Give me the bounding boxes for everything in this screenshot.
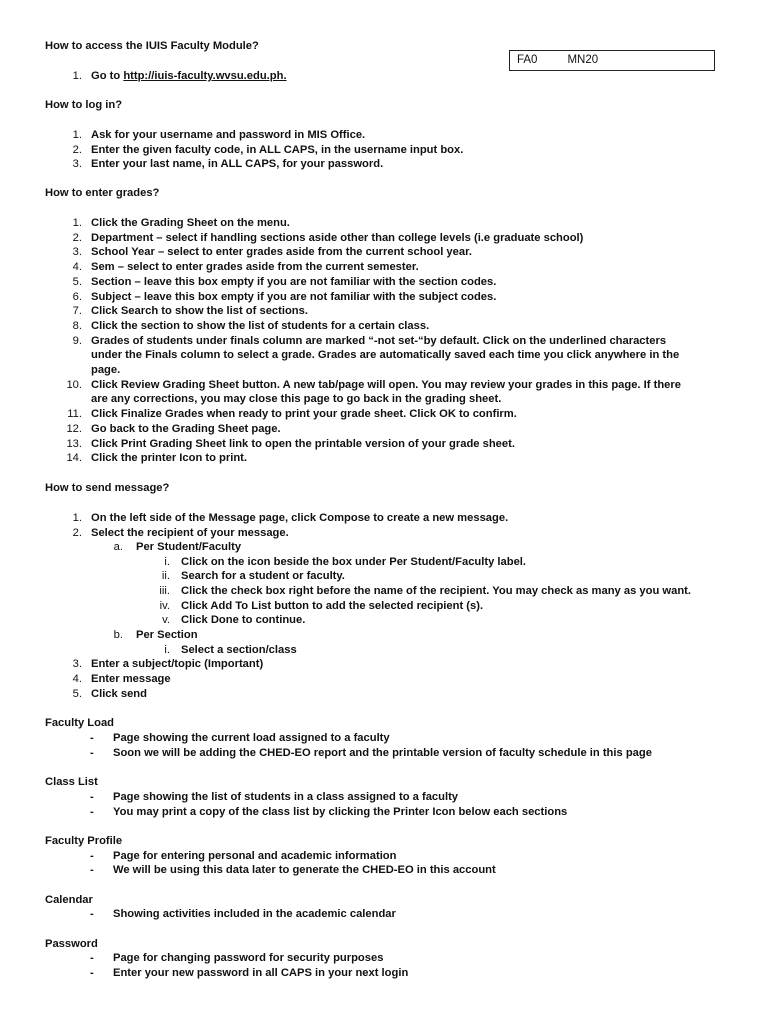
list-letter: a.: [113, 541, 123, 553]
list-number: 1.: [72, 512, 82, 524]
list-item-line: are any corrections, you may close this page to go back in the grading sheet.: [91, 393, 502, 406]
list-number: 9.: [72, 334, 82, 347]
list-number: 2.: [72, 527, 82, 539]
list-number: 6.: [72, 290, 82, 303]
list-item: Enter message: [91, 673, 171, 685]
heading-password: Password: [45, 938, 98, 950]
list-item: Click Add To List button to add the selected recipient (s).: [181, 600, 484, 612]
list-roman: i.: [164, 556, 170, 568]
list-roman: v.: [162, 614, 170, 626]
list-item-line: Section – leave this box empty if you are not familiar with the section codes.: [91, 275, 497, 288]
list-item: Select a section/class: [181, 644, 297, 656]
list-item: Enter your new password in all CAPS in your next login: [113, 967, 409, 979]
heading-calendar: Calendar: [45, 894, 93, 906]
bullet-dash: -: [90, 952, 94, 964]
heading-faculty-profile: Faculty Profile: [45, 835, 123, 847]
list-item-line: School Year – select to enter grades aside from the current school year.: [91, 246, 472, 259]
list-item: Page showing the current load assigned to a faculty: [113, 732, 390, 744]
bullet-dash: -: [90, 864, 94, 876]
list-number: 4.: [72, 673, 82, 685]
heading-class-list: Class List: [45, 776, 98, 788]
list-item-line: Sem – select to enter grades aside from the current semester.: [91, 261, 419, 274]
list-item: Ask for your username and password in MIS Office.: [91, 129, 366, 141]
list-item: Go to http://iuis-faculty.wvsu.edu.ph.: [91, 70, 287, 82]
list-item: Per Student/Faculty: [136, 541, 242, 553]
list-number: 1.: [72, 129, 82, 141]
list-number: 4.: [72, 261, 82, 274]
list-item-line: Click the Grading Sheet on the menu.: [91, 217, 290, 229]
heading-faculty-load: Faculty Load: [45, 717, 114, 729]
list-roman: i.: [164, 644, 170, 656]
bullet-dash: -: [90, 806, 94, 818]
list-number: 8.: [72, 319, 82, 332]
bullet-dash: -: [90, 850, 94, 862]
list-item: Select the recipient of your message.: [91, 527, 289, 539]
list-item: You may print a copy of the class list by clicking the Printer Icon below each sections: [113, 806, 568, 818]
list-item: Enter the given faculty code, in ALL CAPS, in the username input box.: [91, 144, 464, 156]
list-item: On the left side of the Message page, click Compose to create a new message.: [91, 512, 509, 524]
heading-grades: How to enter grades?: [45, 187, 160, 199]
bullet-dash: -: [90, 967, 94, 979]
list-item: Soon we will be adding the CHED-EO report and the printable version of faculty schedule in this page: [113, 747, 652, 759]
list-number: 14.: [66, 452, 82, 465]
list-number: 1.: [72, 217, 82, 229]
list-item: Search for a student or faculty.: [181, 570, 345, 582]
list-item: Per Section: [136, 629, 198, 641]
list-item-line: Click Finalize Grades when ready to print your grade sheet. Click OK to confirm.: [91, 408, 517, 421]
list-item: Showing activities included in the academic calendar: [113, 908, 396, 920]
list-item: Page for changing password for security purposes: [113, 952, 384, 964]
list-roman: iv.: [159, 600, 170, 612]
bullet-dash: -: [90, 732, 94, 744]
list-number: 2.: [72, 144, 82, 156]
code-fa0: FA0: [517, 54, 538, 66]
list-number: 1.: [72, 70, 82, 82]
list-roman: iii.: [159, 585, 170, 597]
bullet-dash: -: [90, 747, 94, 759]
list-item-line: Click the section to show the list of students for a certain class.: [91, 319, 430, 332]
list-number: 7.: [72, 305, 82, 318]
list-number: 5.: [72, 688, 82, 700]
heading-access: How to access the IUIS Faculty Module?: [45, 40, 259, 52]
list-item-line: Go back to the Grading Sheet page.: [91, 422, 281, 435]
list-number: 3.: [72, 246, 82, 259]
list-item: Click on the icon beside the box under Per Student/Faculty label.: [181, 556, 527, 568]
code-mn20: MN20: [567, 54, 599, 66]
list-item-line: Click Search to show the list of sections.: [91, 305, 308, 318]
bullet-dash: -: [90, 791, 94, 803]
faculty-module-link[interactable]: http://iuis-faculty.wvsu.edu.ph.: [123, 70, 287, 82]
list-item: Page showing the list of students in a class assigned to a faculty: [113, 791, 459, 803]
list-item-line: Department – select if handling sections aside other than college levels (i.e graduate school): [91, 231, 584, 244]
list-item: Enter a subject/topic (Important): [91, 658, 264, 670]
list-item: We will be using this data later to generate the CHED-EO in this account: [113, 864, 496, 876]
list-item: Click send: [91, 688, 147, 700]
list-item-line: page.: [91, 364, 121, 376]
list-item-line: Subject – leave this box empty if you are not familiar with the subject codes.: [91, 290, 497, 303]
list-item: Click Done to continue.: [181, 614, 306, 626]
list-item-line: Click Print Grading Sheet link to open the printable version of your grade sheet.: [91, 437, 515, 450]
list-item: Enter your last name, in ALL CAPS, for your password.: [91, 158, 384, 170]
list-number: 12.: [66, 422, 82, 435]
heading-message: How to send message?: [45, 482, 170, 494]
list-number: 13.: [66, 437, 82, 450]
list-roman: ii.: [161, 570, 170, 582]
list-item: Click the check box right before the name of the recipient. You may check as many as you want.: [181, 585, 692, 597]
list-item-line: under the Finals column to select a grade. Grades are automatically saved each time you click anywhere in the: [91, 349, 680, 362]
list-item-line: Click the printer Icon to print.: [91, 452, 248, 465]
code-box: [509, 50, 715, 71]
list-letter: b.: [113, 629, 123, 641]
list-number: 10.: [66, 378, 82, 391]
list-number: 3.: [72, 158, 82, 170]
list-item-line: Grades of students under finals column are marked “-not set-“by default. Click on the underlined characters: [91, 334, 667, 347]
list-number: 5.: [72, 275, 82, 288]
list-number: 2.: [72, 231, 82, 244]
list-number: 3.: [72, 658, 82, 670]
heading-login: How to log in?: [45, 99, 123, 111]
list-item-line: Click Review Grading Sheet button. A new tab/page will open. You may review your grades in this page. If there: [91, 378, 681, 391]
list-item: Page for entering personal and academic information: [113, 850, 397, 862]
bullet-dash: -: [90, 908, 94, 920]
list-number: 11.: [67, 408, 82, 421]
